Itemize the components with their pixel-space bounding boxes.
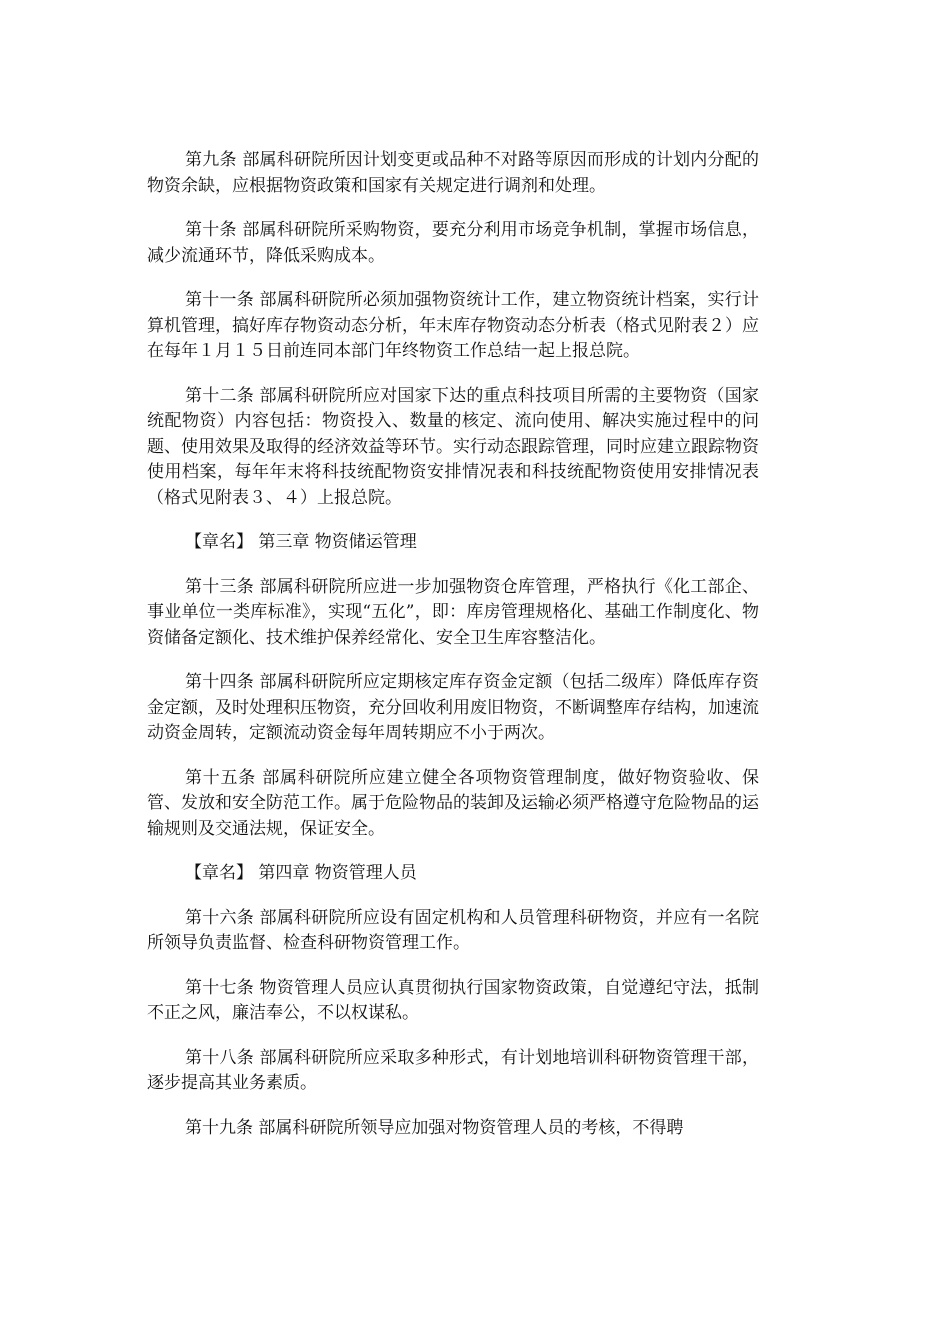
article-19: 第十九条 部属科研院所领导应加强对物资管理人员的考核，不得聘 [185, 1117, 684, 1138]
article-9: 第九条 部属科研院所因计划变更或品种不对路等原因而形成的计划内分配的物资余缺，应根据物资政策和国家有关规定进行调剂和处理。 [147, 150, 759, 196]
article-11: 第十一条 部属科研院所必须加强物资统计工作，建立物资统计档案，实行计算机管理，搞好库存物资动态分析，年末库存物资动态分析表（格式见附表２）应在每年１月１５日前连同本部门年终物资工作总结一起上报总院。 [147, 290, 759, 361]
document-body [147, 148, 759, 1160]
chapter-heading-4: 【章名】 第四章 物资管理人员 [185, 863, 417, 883]
article-17: 第十七条 物资管理人员应认真贯彻执行国家物资政策，自觉遵纪守法，抵制不正之风，廉洁奉公，不以权谋私。 [147, 977, 759, 1023]
article-13: 第十三条 部属科研院所应进一步加强物资仓库管理，严格执行《化工部企、事业单位一类库标准》，实现“五化”，即：库房管理规格化、基础工作制度化、物资储备定额化、技术维护保养经常化、安全卫生库容整洁化。 [147, 576, 759, 648]
article-14: 第十四条 部属科研院所应定期核定库存资金定额（包括二级库）降低库存资金定额，及时处理积压物资，充分回收利用废旧物资，不断调整库存结构，加速流动资金周转，定额流动资金每年周转期应不小于两次。 [147, 672, 759, 743]
article-16: 第十六条 部属科研院所应设有固定机构和人员管理科研物资，并应有一名院所领导负责监督、检查科研物资管理工作。 [147, 907, 759, 953]
article-12: 第十二条 部属科研院所应对国家下达的重点科技项目所需的主要物资（国家统配物资）内容包括：物资投入、数量的核定、流向使用、解决实施过程中的问题、使用效果及取得的经济效益等环节。实行动态跟踪管理，同时应建立跟踪物资使用档案，每年年末将科技统配物资安排情况表和科技统配物资使用安排情况表（格式见附表３、４）上报总院。 [147, 385, 759, 508]
article-18: 第十八条 部属科研院所应采取多种形式，有计划地培训科研物资管理干部，逐步提高其业务素质。 [147, 1047, 759, 1093]
article-10: 第十条 部属科研院所采购物资，要充分利用市场竞争机制，掌握市场信息，减少流通环节，降低采购成本。 [147, 220, 759, 266]
chapter-heading-3: 【章名】 第三章 物资储运管理 [185, 532, 417, 552]
article-15: 第十五条 部属科研院所应建立健全各项物资管理制度，做好物资验收、保管、发放和安全防范工作。属于危险物品的装卸及运输必须严格遵守危险物品的运输规则及交通法规，保证安全。 [147, 767, 759, 839]
